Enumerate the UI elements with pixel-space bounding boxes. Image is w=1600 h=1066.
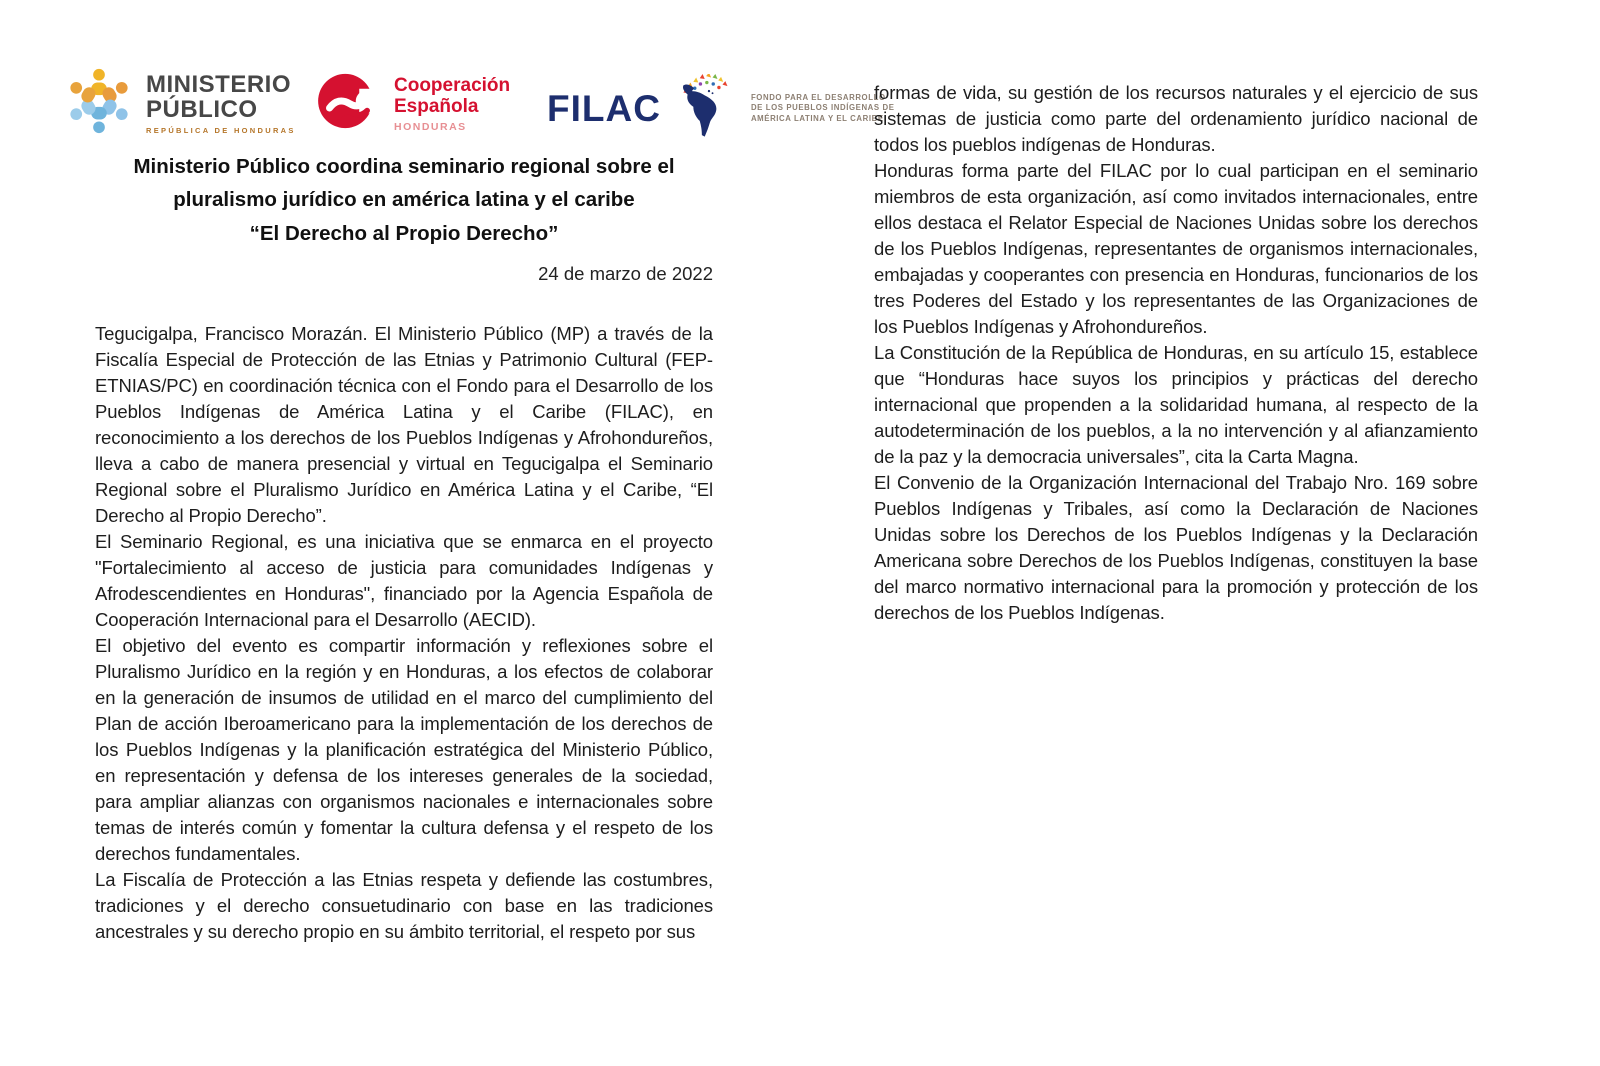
filac-wordmark: FILAC <box>547 88 661 129</box>
mp-subtitle: REPÚBLICA DE HONDURAS <box>146 126 296 135</box>
paragraph-convenio-169: El Convenio de la Organización Internacional del Trabajo Nro. 169 sobre Pueblos Indígenas y Tribales, así como la Declaración de Naciones Unidas sobre los Derechos de los Pueblos Indígenas y la Declaración Americana sobre Derechos de los Pueblos Indígenas, constituyen la base del marco normativo internacional para la promoción y protección de los derechos de los Pueblos Indígenas. <box>874 472 1478 623</box>
mp-name-line2: PÚBLICO <box>146 96 258 123</box>
paragraph-seminario: El Seminario Regional, es una iniciativa que se enmarca en el proyecto "Fortalecimiento al acceso de justicia para comunidades Indígenas y Afrodescendientes en Honduras", financiado por la Agencia Española de Cooperación Internacional para el Desarrollo (AECID). <box>95 531 713 630</box>
document-date: 24 de marzo de 2022 <box>538 263 713 284</box>
logo-filac <box>547 74 895 143</box>
ce-subtitle: HONDURAS <box>394 120 467 133</box>
logo-ministerio-publico <box>62 64 296 143</box>
filac-subtitle-line1: FONDO PARA EL DESARROLLO <box>750 92 886 102</box>
paragraph-honduras-filac: Honduras forma parte del FILAC por lo cual participan en el seminario miembros de esta organización, así como invitados internacionales, entre ellos destaca el Relator Especial de Naciones Unidas sobre los derechos de los Pueblos Indígenas, representantes de organismos internacionales, embajadas y cooperantes con presencia en Honduras, funcionarios de los tres Poderes del Estado y los representantes de las Organizaciones de los Pueblos Indígenas y Afrohondureños. <box>874 160 1478 337</box>
filac-subtitle-line2: DE LOS PUEBLOS INDÍGENAS DE <box>750 103 895 113</box>
document-subtitle: “El Derecho al Propio Derecho” <box>249 222 559 245</box>
filac-subtitle-line3: AMÉRICA LATINA Y EL CARIBE <box>750 113 884 123</box>
ce-name-line1: Cooperación <box>394 74 511 96</box>
paragraph-fiscalia: La Fiscalía de Protección a las Etnias respeta y defiende las costumbres, tradiciones y el derecho consuetudinario con base en las tradiciones ancestrales y su derecho propio en su ámbito territorial, el respeto por sus <box>95 869 713 942</box>
document-title: Ministerio Público coordina seminario regional sobre el pluralismo jurídico en américa latina y el caribe <box>133 155 675 211</box>
paragraph-intro: Tegucigalpa, Francisco Morazán. El Ministerio Público (MP) a través de la Fiscalía Especial de Protección de las Etnias y Patrimonio Cultural (FEP-ETNIAS/PC) en coordinación técnica con el Fondo para el Desarrollo de los Pueblos Indígenas de América Latina y el Caribe (FILAC), en reconocimiento a los derechos de los Pueblos Indígenas y Afrohondureños, lleva a cabo de manera presencial y virtual en Tegucigalpa el Seminario Regional sobre el Pluralismo Jurídico en América Latina y el Caribe, “El Derecho al Propio Derecho”. <box>95 323 713 526</box>
filac-subtitle <box>751 93 895 125</box>
paragraph-formas-de-vida: formas de vida, su gestión de los recursos naturales y el ejercicio de sus sistemas de justicia como parte del ordenamiento jurídico nacional de todos los pueblos indígenas de Honduras. <box>874 82 1478 155</box>
people-circle-icon <box>62 64 136 143</box>
paragraph-objetivo: El objetivo del evento es compartir información y reflexiones sobre el Pluralismo Jurídico en la región y en Honduras, a los efectos de colaborar en la generación de insumos de utilidad en el marco del cumplimiento del Plan de acción Iberoamericano para la implementación de los derechos de los Pueblos Indígenas y la planificación estratégica del Ministerio Público, en representación y defensa de los intereses generales de la sociedad, para ampliar alianzas con organismos nacionales e internacionales sobre temas de interés común y fomentar la cultura defensa y el respeto de los derechos fundamentales. <box>95 635 713 864</box>
right-column <box>874 80 1478 626</box>
ce-name-line2: Española <box>394 95 479 117</box>
logo-ministerio-text <box>146 72 296 135</box>
left-column <box>95 150 713 945</box>
latin-america-map-icon <box>667 74 741 143</box>
logo-cooperacion-text <box>394 75 510 133</box>
logo-cooperacion-espanola <box>312 66 510 141</box>
paragraph-constitucion: La Constitución de la República de Honduras, en su artículo 15, establece que “Honduras hace suyos los principios y prácticas del derecho internacional que propenden a la solidaridad humana, al respecto de la autodeterminación de los pueblos, a la no intervención y al afianzamiento de la paz y la democracia universales”, cita la Carta Magna. <box>874 342 1478 467</box>
red-c-wave-icon <box>312 66 382 141</box>
mp-name-line1: MINISTERIO <box>146 71 292 98</box>
